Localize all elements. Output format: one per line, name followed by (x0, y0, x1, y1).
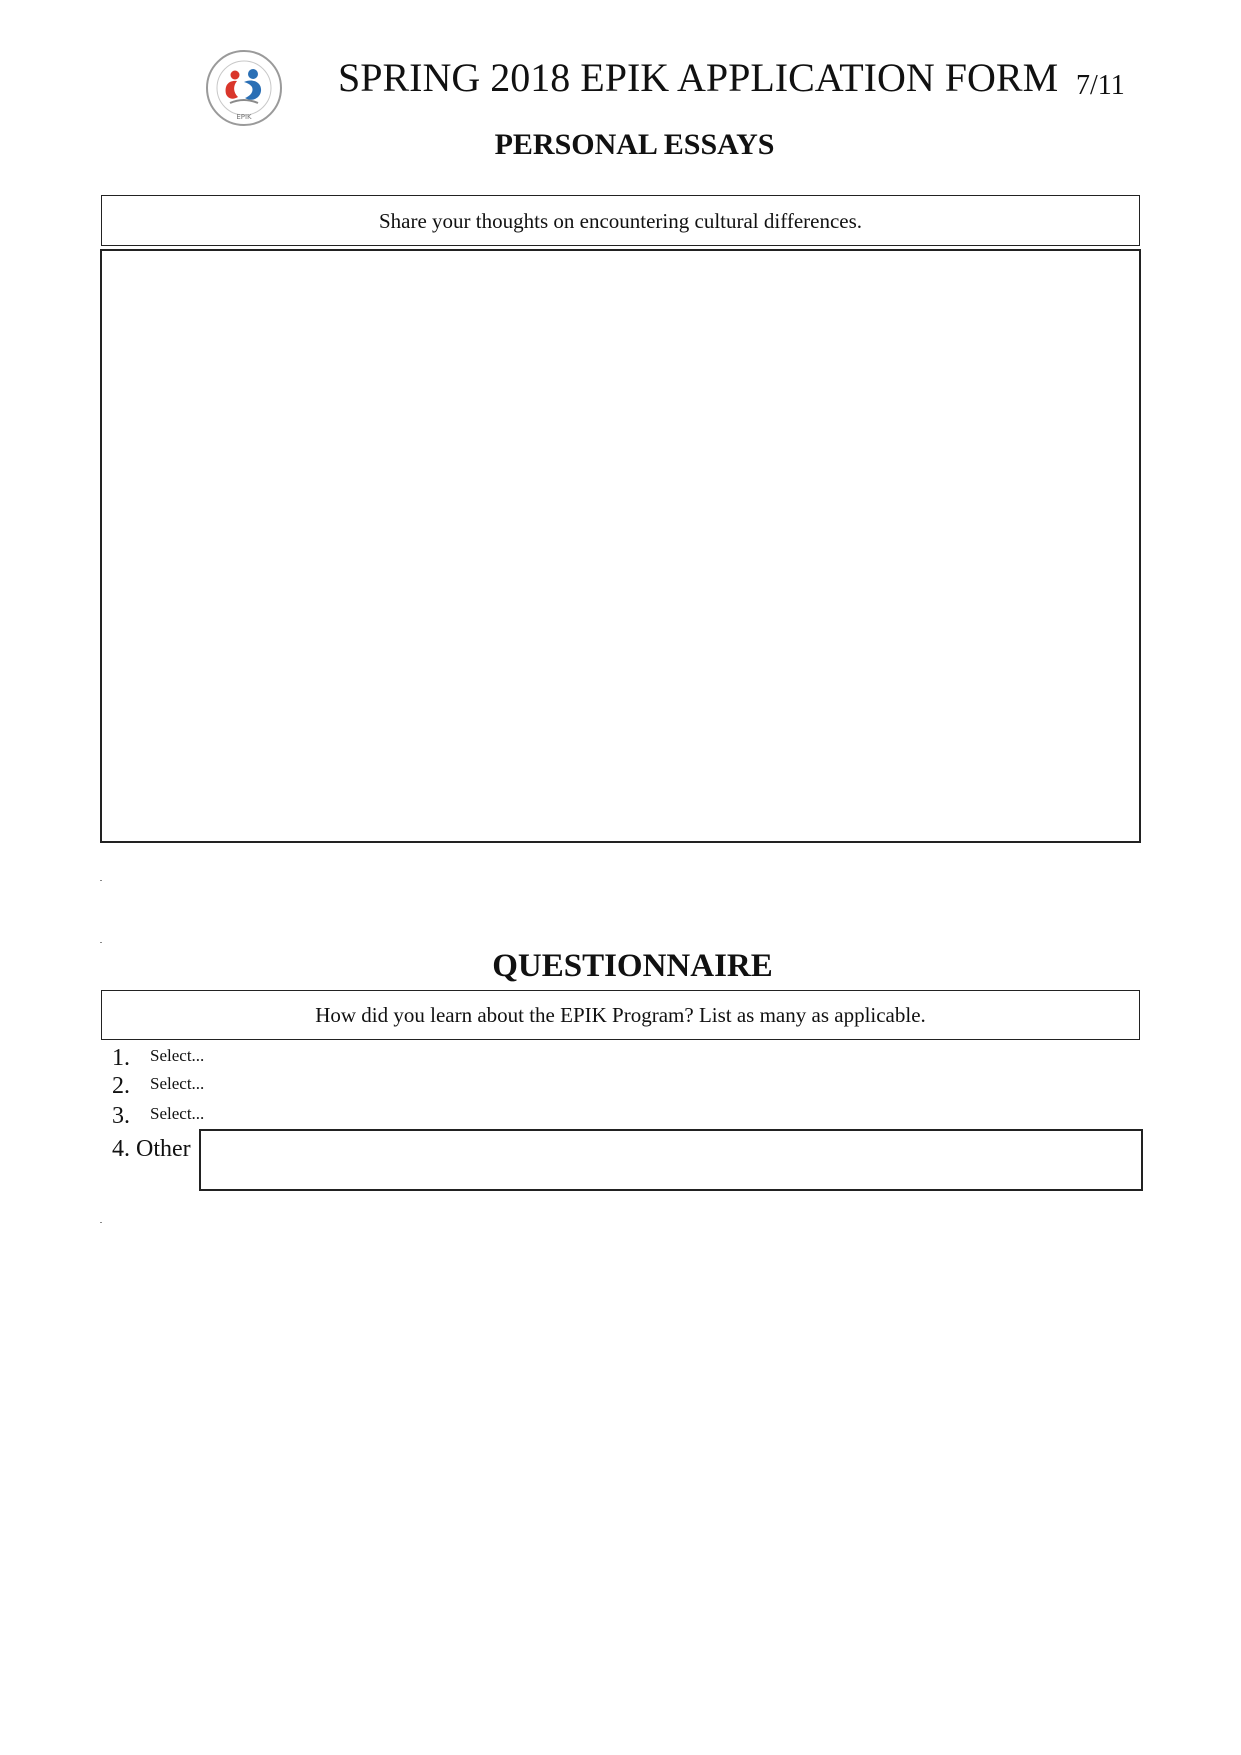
essay-prompt: Share your thoughts on encountering cultural differences. (101, 195, 1140, 246)
divider-dot (100, 880, 102, 881)
questionnaire-heading: QUESTIONNAIRE (492, 948, 773, 984)
essay-answer-field[interactable] (100, 249, 1141, 843)
page-title: SPRING 2018 EPIK APPLICATION FORM (338, 55, 1059, 100)
source-select-1: 1. Select... (112, 1045, 205, 1071)
select-dropdown[interactable]: Select... (150, 1104, 205, 1123)
source-select-3: 3. Select... (112, 1103, 205, 1129)
select-dropdown[interactable]: Select... (150, 1074, 205, 1093)
source-select-2: 2. Select... (112, 1073, 205, 1099)
questionnaire-prompt: How did you learn about the EPIK Program? List as many as applicable. (101, 990, 1140, 1040)
divider-dot (100, 1222, 102, 1223)
personal-essays-heading: PERSONAL ESSAYS (494, 128, 775, 161)
page-number: 7/11 (1076, 70, 1125, 101)
epik-logo (204, 48, 284, 128)
divider-dot (100, 942, 102, 943)
select-dropdown[interactable]: Select... (150, 1046, 205, 1065)
svg-text:EPIK: EPIK (236, 113, 252, 121)
other-label: 4. Other (112, 1136, 191, 1162)
other-source-field[interactable] (199, 1129, 1143, 1191)
